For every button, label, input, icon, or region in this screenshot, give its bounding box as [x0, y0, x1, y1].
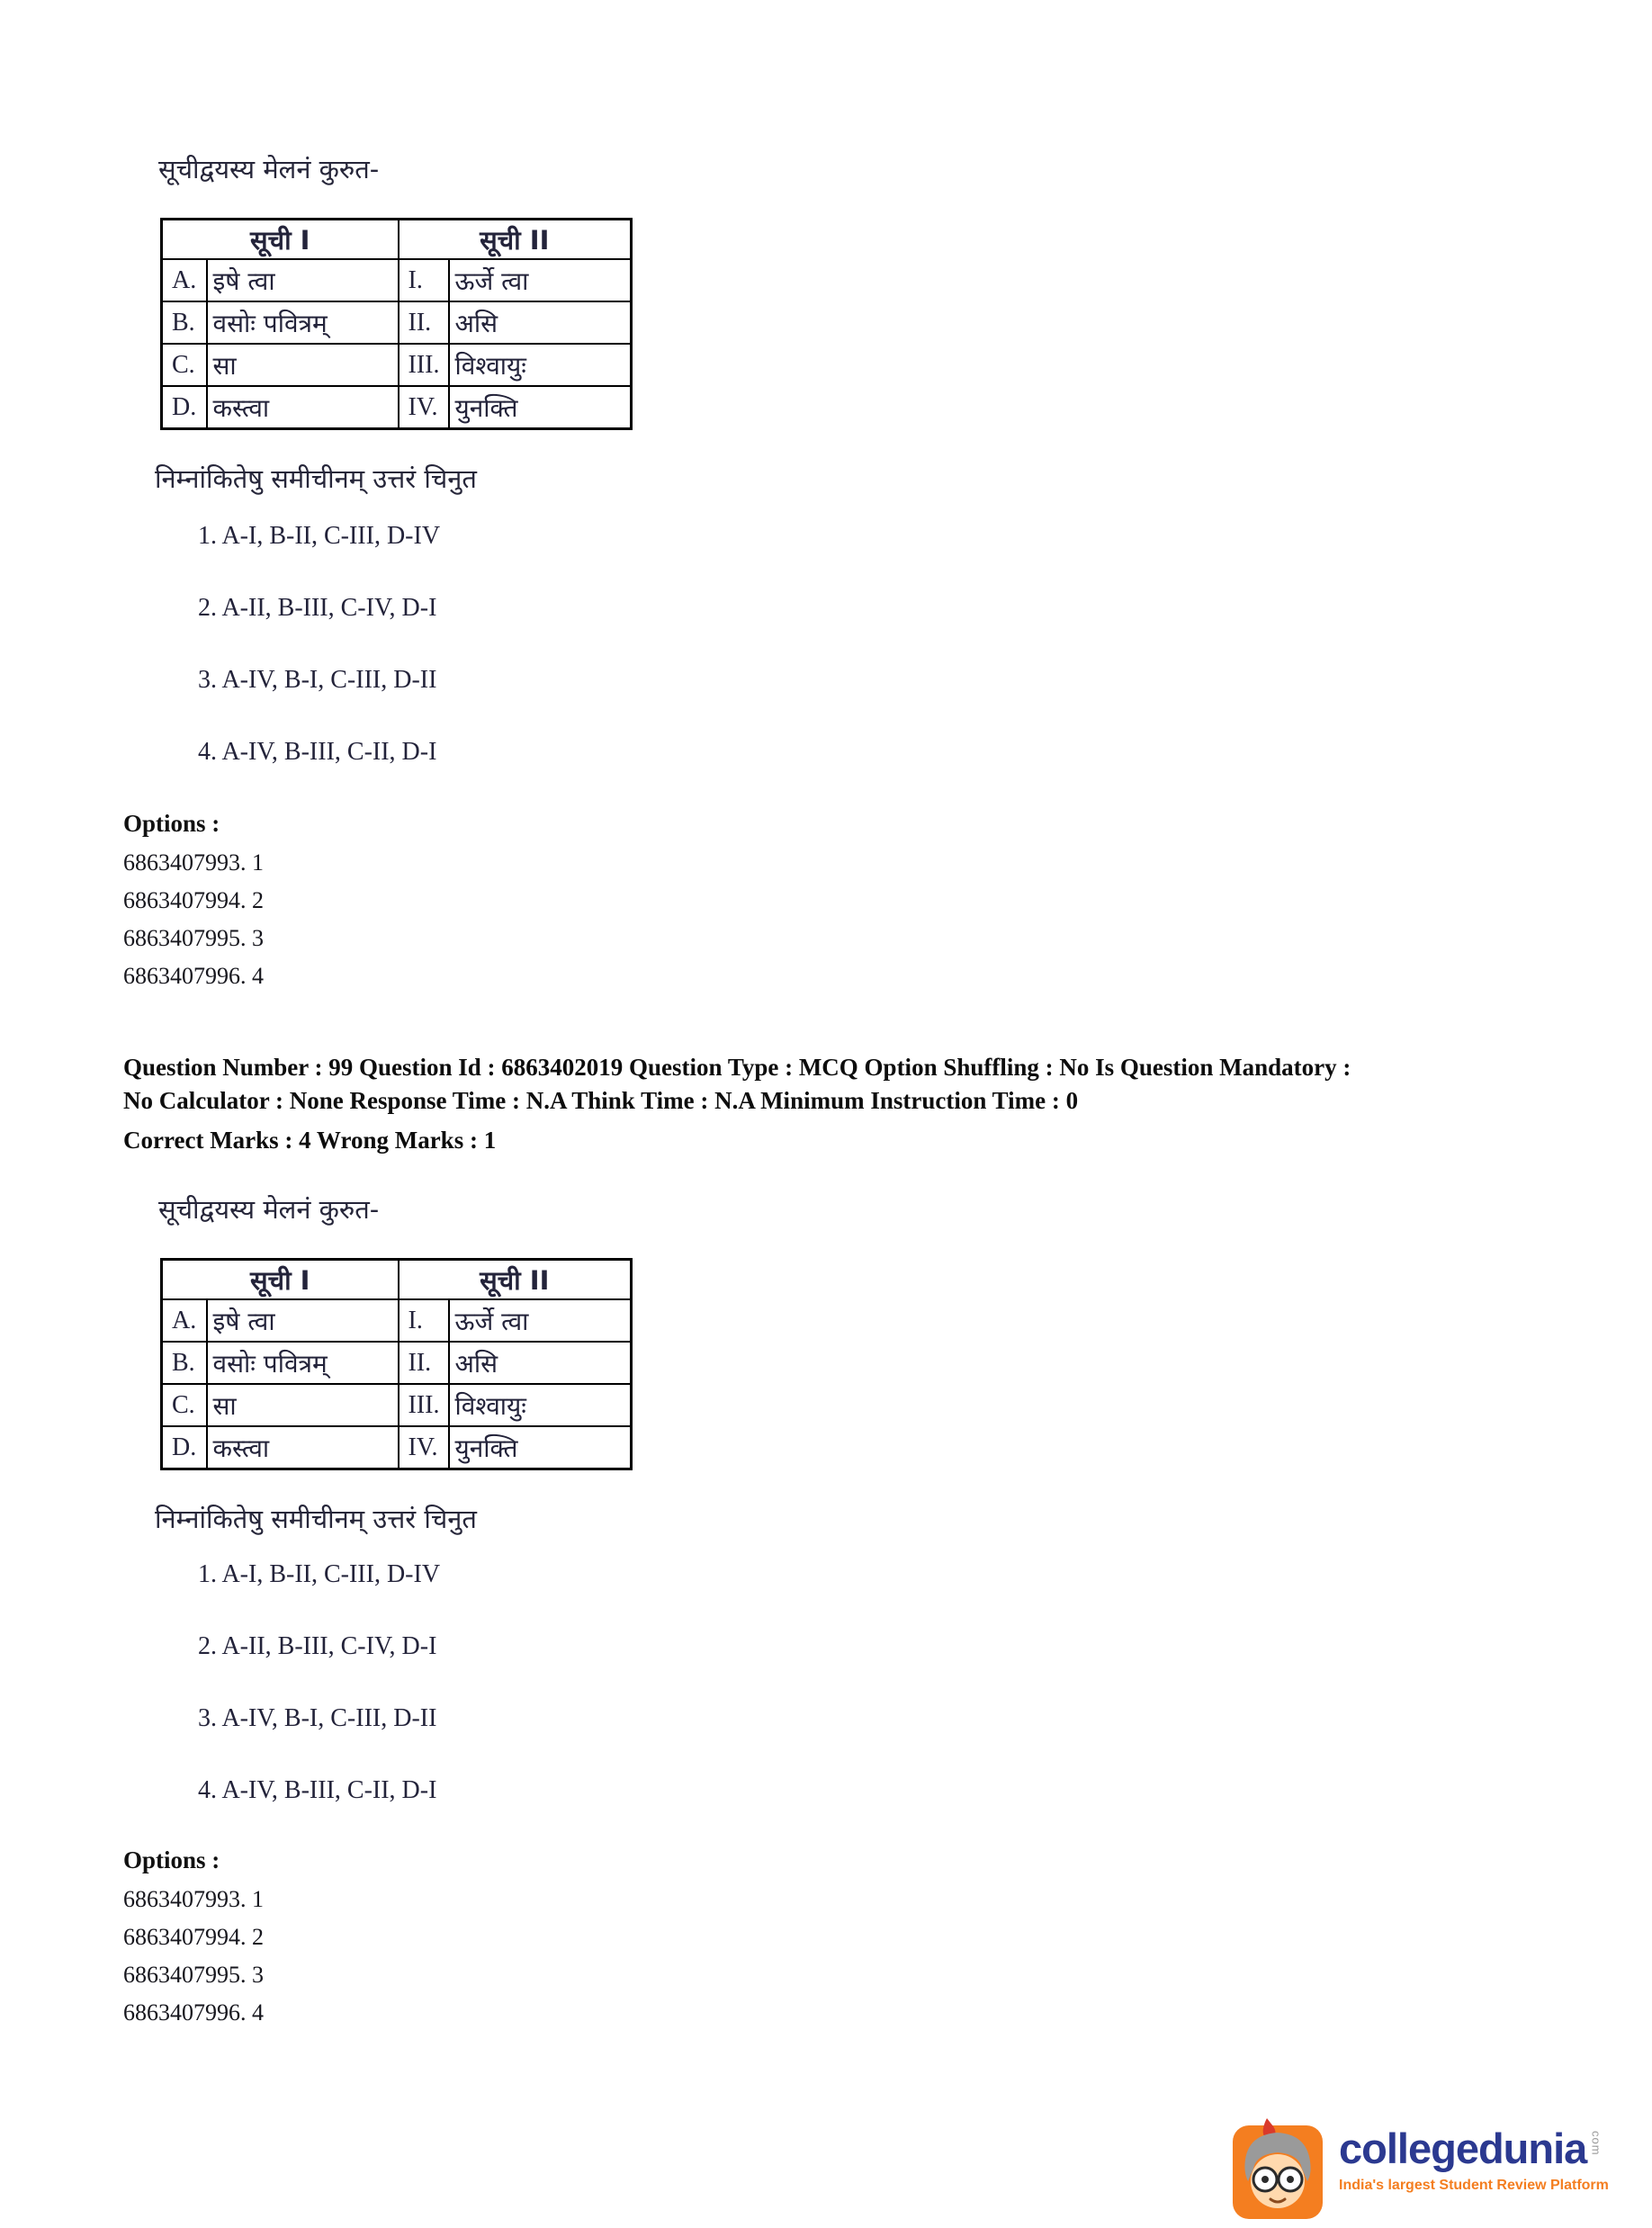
table-row [162, 344, 632, 386]
row-content-cell: विश्वायुः [449, 344, 632, 386]
row-label-cell: B. [162, 1342, 207, 1384]
row-label-cell: A. [162, 259, 207, 301]
row-content-cell: ऊर्जे त्वा [449, 259, 632, 301]
option-id-line: 6863407995. 3 [123, 925, 264, 951]
answer-choice: 3. A-IV, B-I, C-III, D-II [198, 1704, 437, 1732]
table-row [162, 386, 632, 429]
answer-choices-list [198, 520, 440, 768]
row-label-cell: D. [162, 1426, 207, 1469]
question-metadata-line-3: Correct Marks : 4 Wrong Marks : 1 [123, 1127, 497, 1154]
table-row [162, 1299, 632, 1342]
row-content-cell: युनक्ति [449, 386, 632, 429]
table-header-row [162, 1260, 632, 1300]
collegedunia-logo [1231, 2116, 1609, 2225]
row-content-cell: असि [449, 1342, 632, 1384]
table-row [162, 1342, 632, 1384]
option-id-line: 6863407994. 2 [123, 887, 264, 913]
row-label-cell: D. [162, 386, 207, 429]
answer-choice: 3. A-IV, B-I, C-III, D-II [198, 666, 437, 694]
option-id-line: 6863407993. 1 [123, 1886, 264, 1912]
choose-answer-text: निम्नांकितेषु समीचीनम् उत्तरं चिनुत [155, 463, 477, 494]
list2-header: सूची II [399, 220, 632, 260]
option-id-line: 6863407996. 4 [123, 963, 264, 989]
row-label-cell: I. [399, 259, 449, 301]
row-content-cell: सा [207, 1384, 399, 1426]
answer-choice: 2. A-II, B-III, C-IV, D-I [198, 594, 437, 622]
table-row [162, 1384, 632, 1426]
table-header-row [162, 220, 632, 260]
table-row [162, 259, 632, 301]
list2-header: सूची II [399, 1260, 632, 1300]
answer-choice: 1. A-I, B-II, C-III, D-IV [198, 522, 441, 550]
brand-tagline: India's largest Student Review Platform [1339, 2178, 1609, 2193]
table-row [162, 301, 632, 344]
brand-text-block [1339, 2127, 1609, 2194]
row-label-cell: IV. [399, 386, 449, 429]
row-label-cell: II. [399, 1342, 449, 1384]
brand-suffix: com [1589, 2131, 1603, 2156]
option-id-line: 6863407996. 4 [123, 1999, 264, 2026]
row-content-cell: असि [449, 301, 632, 344]
brand-row [1339, 2127, 1609, 2170]
row-label-cell: B. [162, 301, 207, 344]
row-content-cell: ऊर्जे त्वा [449, 1299, 632, 1342]
option-id-list [123, 844, 264, 995]
row-label-cell: IV. [399, 1426, 449, 1469]
list1-header: सूची I [162, 220, 399, 260]
row-label-cell: C. [162, 1384, 207, 1426]
match-instruction-text: सूचीद्वयस्य मेलनं कुरुत- [158, 154, 380, 184]
row-content-cell: वसोः पवित्रम् [207, 1342, 399, 1384]
row-content-cell: विश्वायुः [449, 1384, 632, 1426]
brand-wordmark: collegedunia [1339, 2125, 1587, 2172]
question-metadata [123, 1051, 1554, 1157]
answer-choices-list [198, 1559, 440, 1807]
table-row [162, 1426, 632, 1469]
row-content-cell: इषे त्वा [207, 259, 399, 301]
answer-choice: 4. A-IV, B-III, C-II, D-I [198, 738, 437, 766]
match-instruction-text: सूचीद्वयस्य मेलनं कुरुत- [158, 1194, 380, 1225]
match-list-table [160, 1258, 633, 1470]
row-content-cell: वसोः पवित्रम् [207, 301, 399, 344]
list1-header: सूची I [162, 1260, 399, 1300]
row-label-cell: III. [399, 344, 449, 386]
row-label-cell: I. [399, 1299, 449, 1342]
options-label: Options : [123, 1846, 220, 1873]
question-metadata-line-1: Question Number : 99 Question Id : 6863402019 Question Type : MCQ Option Shuffling : No Is Question Mandatory : [123, 1054, 1351, 1081]
options-label: Options : [123, 810, 220, 837]
row-content-cell: इषे त्वा [207, 1299, 399, 1342]
choose-answer-text: निम्नांकितेषु समीचीनम् उत्तरं चिनुत [155, 1504, 477, 1534]
row-content-cell: युनक्ति [449, 1426, 632, 1469]
row-label-cell: C. [162, 344, 207, 386]
row-content-cell: कस्त्वा [207, 1426, 399, 1469]
match-list-table [160, 218, 633, 430]
collegedunia-mascot-icon [1231, 2116, 1324, 2225]
option-id-list [123, 1881, 264, 2032]
question-metadata-line-2: No Calculator : None Response Time : N.A Think Time : N.A Minimum Instruction Time : 0 [123, 1087, 1079, 1114]
row-label-cell: II. [399, 301, 449, 344]
row-label-cell: A. [162, 1299, 207, 1342]
option-id-line: 6863407995. 3 [123, 1962, 264, 1988]
answer-choice: 4. A-IV, B-III, C-II, D-I [198, 1776, 437, 1804]
row-label-cell: III. [399, 1384, 449, 1426]
row-content-cell: सा [207, 344, 399, 386]
answer-choice: 2. A-II, B-III, C-IV, D-I [198, 1632, 437, 1660]
option-id-line: 6863407994. 2 [123, 1924, 264, 1950]
row-content-cell: कस्त्वा [207, 386, 399, 429]
option-id-line: 6863407993. 1 [123, 849, 264, 876]
answer-choice: 1. A-I, B-II, C-III, D-IV [198, 1560, 441, 1588]
